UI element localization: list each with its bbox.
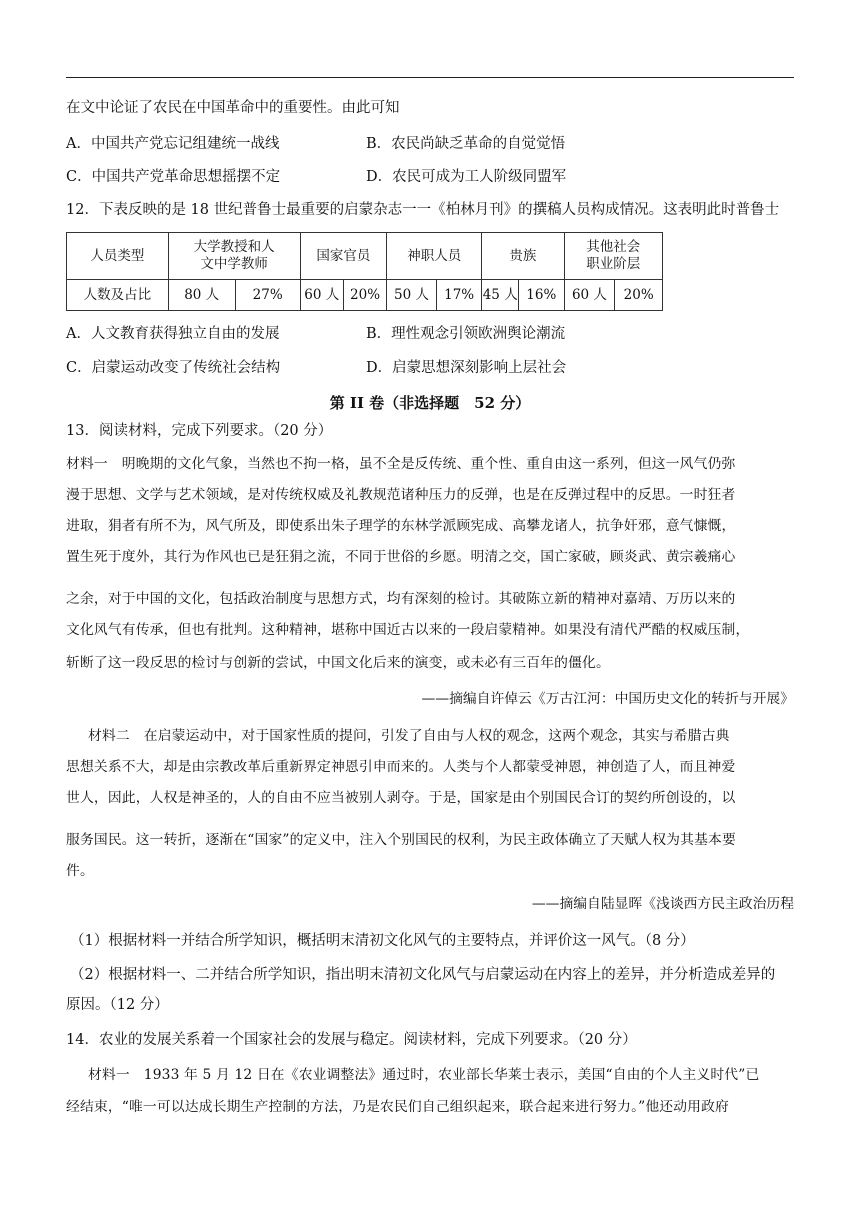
q13-material1-line: 文化风气有传承，但也有批判。这种精神，堪称中国近古以来的一段启蒙精神。如果没有清代严酷的权威压制， xyxy=(66,622,750,638)
q13-material2-source: ——摘编自陆显晖《浅谈西方民主政治历程 xyxy=(531,896,794,912)
q13-material2-line: 件。 xyxy=(66,863,94,879)
table-header-cell: 神职人员 xyxy=(387,233,482,280)
q12-option-d: D．启蒙思想深刻影响上层社会 xyxy=(366,360,567,376)
table-cell: 20% xyxy=(343,280,386,311)
table-header-cell: 大学教授和人 文中学教师 xyxy=(168,233,300,280)
table-cell: 人数及占比 xyxy=(67,280,169,311)
q11-option-b: B．农民尚缺乏革命的自觉觉悟 xyxy=(366,136,566,152)
q11-option-d: D．农民可成为工人阶级同盟军 xyxy=(366,169,567,185)
contributor-table xyxy=(66,232,663,311)
table-row xyxy=(67,280,663,311)
q13-material2-line: 世人，因此，人权是神圣的，人的自由不应当被别人剥夺。于是，国家是由个别国民合订的契约所创设的，以 xyxy=(66,790,736,806)
table-cell: 17% xyxy=(436,280,481,311)
q13-material1-line: 斩断了这一段反思的检讨与创新的尝试，中国文化后来的演变，或未必有三百年的僵化。 xyxy=(66,655,610,671)
q13-material1-line: 置生死于度外，其行为作风也已是狂狷之流，不同于世俗的乡愿。明清之交，国亡家破，顾炎武、黄宗羲痛心 xyxy=(66,549,736,565)
table-cell: 50 人 xyxy=(387,280,437,311)
q13-material1-line: 进取，狷者有所不为，风气所及，即使系出朱子理学的东林学派顾宪成、高攀龙诸人，抗争奸邪，意气慷慨， xyxy=(66,518,736,534)
q13-material1-line: 材料一 明晚期的文化气象，当然也不拘一格，虽不全是反传统、重个性、重自由这一系列，但这一风气仍弥 xyxy=(66,456,736,472)
table-header-cell: 国家官员 xyxy=(300,233,387,280)
table-cell: 60 人 xyxy=(564,280,615,311)
q13-material1-source: ——摘编自许倬云《万古江河：中国历史文化的转折与开展》 xyxy=(421,691,794,707)
q13-material2-line: 服务国民。这一转折，逐渐在“国家”的定义中，注入个别国民的权利，为民主政体确立了天赋人权为其基本要 xyxy=(66,832,736,848)
table-header-row xyxy=(67,233,663,280)
q13-stem: 13．阅读材料，完成下列要求。（20 分） xyxy=(66,423,333,439)
q13-material1-line: 之余，对于中国的文化，包括政治制度与思想方式，均有深刻的检讨。其破陈立新的精神对嘉靖、万历以来的 xyxy=(66,591,736,607)
q14-material1-line: 材料一 1933 年 5 月 12 日在《农业调整法》通过时，农业部长华莱士表示，美国“自由的个人主义时代”已 xyxy=(88,1067,760,1083)
q13-subquestion-2: （2）根据材料一、二并结合所学知识，指出明末清初文化风气与启蒙运动在内容上的差异，并分析造成差异的 xyxy=(70,967,776,983)
q12-option-a: A．人文教育获得独立自由的发展 xyxy=(66,326,280,342)
q11-option-c: C．中国共产党革命思想摇摆不定 xyxy=(66,169,281,185)
table-cell: 45 人 xyxy=(482,280,519,311)
q11-stem-tail: 在文中论证了农民在中国革命中的重要性。由此可知 xyxy=(66,100,400,116)
q14-material1-line: 经结束，“唯一可以达成长期生产控制的方法，乃是农民们自己组织起来，联合起来进行努力。”他还动用政府 xyxy=(66,1099,730,1115)
table-header-cell: 其他社会 职业阶层 xyxy=(564,233,662,280)
q13-material2-line: 材料二 在启蒙运动中，对于国家性质的提问，引发了自由与人权的观念，这两个观念，其实与希腊古典 xyxy=(88,728,730,744)
q14-stem: 14．农业的发展关系着一个国家社会的发展与稳定。阅读材料，完成下列要求。（20 分） xyxy=(66,1032,637,1048)
q11-option-a: A．中国共产党忘记组建统一战线 xyxy=(66,136,280,152)
table-cell: 27% xyxy=(235,280,300,311)
table-cell: 80 人 xyxy=(168,280,235,311)
q13-subquestion-2-cont: 原因。（12 分） xyxy=(66,997,169,1013)
q13-material2-line: 思想关系不大，却是由宗教改革后重新界定神恩引申而来的。人类与个人都蒙受神恩，神创造了人，而且神爱 xyxy=(66,759,736,775)
table-header-cell: 人员类型 xyxy=(67,233,169,280)
table-cell: 20% xyxy=(615,280,663,311)
section-title: 第 II 卷（非选择题 52 分） xyxy=(329,394,531,412)
header-rule xyxy=(66,77,794,78)
table-header-cell: 贵族 xyxy=(482,233,564,280)
q13-material1-line: 漫于思想、文学与艺术领域，是对传统权威及礼教规范诸种压力的反弹，也是在反弹过程中的反思。一时狂者 xyxy=(66,487,736,503)
q12-option-b: B．理性观念引领欧洲舆论潮流 xyxy=(366,326,566,342)
q12-stem: 12．下表反映的是 18 世纪普鲁士最重要的启蒙杂志一一《柏林月刊》的撰稿人员构成情况。这表明此时普鲁士 xyxy=(66,202,780,218)
table-cell: 16% xyxy=(519,280,564,311)
q13-subquestion-1: （1）根据材料一并结合所学知识，概括明末清初文化风气的主要特点，并评价这一风气。（8 分） xyxy=(70,933,695,949)
q12-option-c: C．启蒙运动改变了传统社会结构 xyxy=(66,360,281,376)
table-cell: 60 人 xyxy=(300,280,343,311)
